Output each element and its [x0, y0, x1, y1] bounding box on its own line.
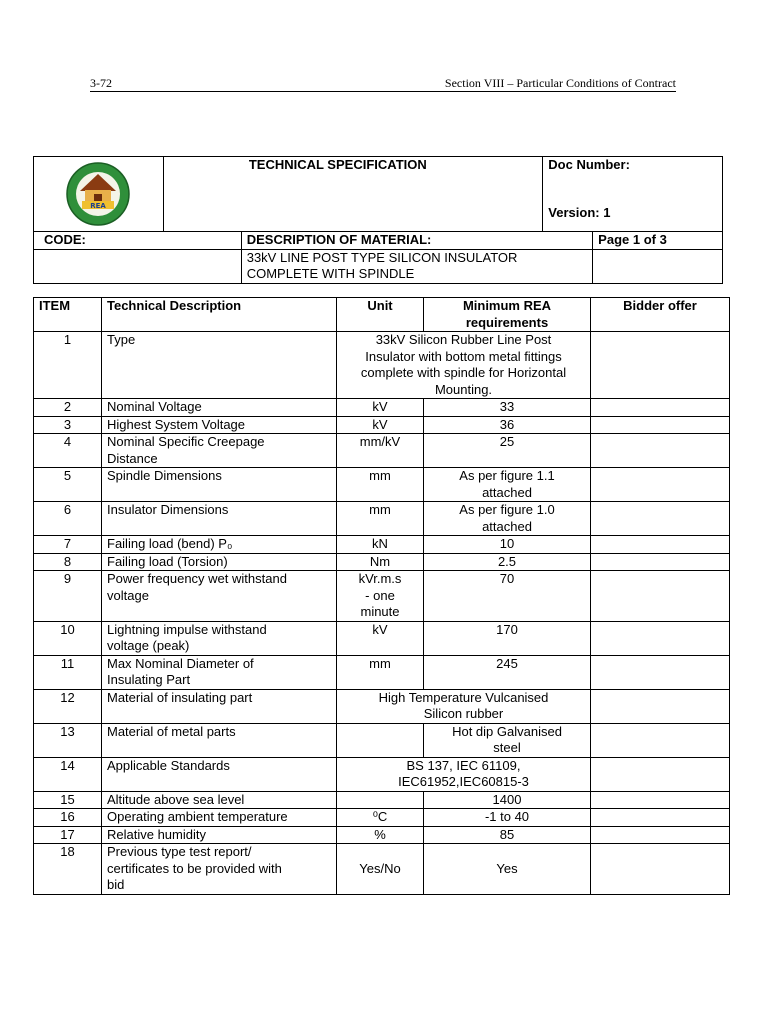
- item-number: 18: [34, 844, 102, 895]
- technical-description: [102, 844, 337, 895]
- technical-spec-table: [33, 297, 730, 895]
- unit: [337, 416, 424, 434]
- unit-line: kV: [372, 399, 388, 414]
- unit: [337, 553, 424, 571]
- bidder-offer-cell: [591, 553, 730, 571]
- minimum-requirement: [424, 536, 591, 554]
- technical-description-line: Applicable Standards: [107, 757, 230, 773]
- bidder-offer-cell: [591, 468, 730, 502]
- code-value-cell: [34, 249, 242, 283]
- merged-unit-requirement-line: Insulator with bottom metal fittings: [365, 348, 562, 364]
- minimum-requirement-line: attached: [482, 518, 532, 534]
- merged-unit-requirement-line: High Temperature Vulcanised: [378, 689, 549, 705]
- technical-description-line: Max Nominal Diameter of: [107, 655, 254, 671]
- minimum-requirement: [424, 809, 591, 827]
- bidder-offer-cell: [591, 502, 730, 536]
- technical-description: [102, 332, 337, 399]
- merged-unit-requirement: [337, 332, 591, 399]
- header-min-requirements: [424, 298, 591, 332]
- technical-description: [102, 502, 337, 536]
- technical-description-line: certificates to be provided with: [107, 860, 282, 876]
- unit-line: kN: [372, 536, 388, 551]
- technical-description-line: Altitude above sea level: [107, 791, 245, 807]
- item-number: 10: [34, 621, 102, 655]
- merged-unit-requirement-line: Silicon rubber: [423, 706, 504, 721]
- description-line-2: COMPLETE WITH SPINDLE: [246, 266, 415, 281]
- merged-unit-requirement-line: Mounting.: [434, 381, 493, 397]
- unit: [337, 723, 424, 757]
- table-row: [34, 553, 730, 571]
- minimum-requirement-line: steel: [493, 740, 521, 755]
- minimum-requirement-line: 1400: [492, 791, 522, 807]
- bidder-offer-cell: [591, 844, 730, 895]
- unit: [337, 621, 424, 655]
- technical-description: [102, 655, 337, 689]
- minimum-requirement-line: 25: [499, 434, 515, 449]
- page-number: 3-72: [90, 76, 112, 90]
- bidder-offer-cell: [591, 434, 730, 468]
- minimum-requirement: [424, 399, 591, 417]
- unit-line: minute: [360, 604, 400, 619]
- bidder-offer-cell: [591, 689, 730, 723]
- technical-description: [102, 809, 337, 827]
- unit-line: mm/kV: [359, 434, 401, 449]
- bidder-offer-cell: [591, 723, 730, 757]
- item-number: 5: [34, 468, 102, 502]
- minimum-requirement: [424, 826, 591, 844]
- technical-description: [102, 468, 337, 502]
- merged-unit-requirement: [337, 689, 591, 723]
- unit: [337, 399, 424, 417]
- technical-description: [102, 434, 337, 468]
- table-header-row: [34, 298, 730, 332]
- bidder-offer-cell: [591, 399, 730, 417]
- item-number: 13: [34, 723, 102, 757]
- technical-description-line: Spindle Dimensions: [107, 468, 222, 483]
- table-row: [34, 434, 730, 468]
- unit-line: kVr.m.s: [358, 571, 402, 586]
- bidder-offer-cell: [591, 809, 730, 827]
- page-header: [90, 76, 676, 92]
- technical-description-line: Previous type test report/: [107, 844, 252, 859]
- bidder-offer-cell: [591, 655, 730, 689]
- document-title: TECHNICAL SPECIFICATION: [248, 157, 427, 172]
- technical-description: [102, 621, 337, 655]
- minimum-requirement: [424, 844, 591, 895]
- doc-number-label: Doc Number:: [548, 157, 630, 172]
- technical-description-line: Nominal Voltage: [107, 399, 202, 414]
- logo-text: REA: [90, 202, 107, 210]
- bidder-offer-cell: [591, 332, 730, 399]
- technical-description-line: voltage: [107, 587, 149, 603]
- technical-description: [102, 416, 337, 434]
- technical-description: [102, 723, 337, 757]
- header-min-req-line-1: Minimum REA: [462, 298, 552, 313]
- bidder-offer-cell: [591, 791, 730, 809]
- table-row: [34, 536, 730, 554]
- technical-description-line: Insulator Dimensions: [107, 502, 229, 517]
- unit-line: kV: [372, 416, 388, 432]
- technical-description-line: Relative humidity: [107, 826, 206, 842]
- table-row: [34, 809, 730, 827]
- minimum-requirement-line: 2.5: [497, 553, 517, 569]
- header-description: Technical Description: [102, 298, 337, 332]
- bidder-offer-cell: [591, 757, 730, 791]
- minimum-requirement: [424, 502, 591, 536]
- minimum-requirement-line: As per figure 1.0: [459, 502, 555, 517]
- technical-description-line: voltage (peak): [107, 638, 190, 653]
- minimum-requirement-line: As per figure 1.1: [459, 468, 555, 483]
- table-row: [34, 826, 730, 844]
- merged-unit-requirement-line: 33kV Silicon Rubber Line Post: [375, 332, 552, 347]
- minimum-requirement-line: 85: [499, 826, 515, 842]
- bidder-offer-cell: [591, 826, 730, 844]
- minimum-requirement-line: 70: [499, 571, 515, 586]
- technical-description: [102, 791, 337, 809]
- technical-description-line: Distance: [107, 450, 158, 466]
- description-line-1: 33kV LINE POST TYPE SILICON INSULATOR: [246, 249, 518, 265]
- unit-line: - one: [365, 587, 395, 603]
- rea-logo: [34, 161, 163, 227]
- table-row: [34, 791, 730, 809]
- technical-description-line: Insulating Part: [107, 672, 191, 687]
- technical-description-line: bid: [107, 877, 125, 892]
- technical-description-line: Material of insulating part: [107, 689, 253, 705]
- item-number: 9: [34, 571, 102, 622]
- unit: [337, 536, 424, 554]
- minimum-requirement: [424, 791, 591, 809]
- item-number: 15: [34, 791, 102, 809]
- unit-line: Nm: [369, 553, 391, 569]
- technical-description-line: Material of metal parts: [107, 723, 236, 739]
- unit-line: Yes/No: [359, 860, 401, 876]
- unit-line: ⁰C: [372, 809, 388, 824]
- header-bidder-offer: Bidder offer: [591, 298, 730, 332]
- unit: [337, 655, 424, 689]
- description-value-cell: [241, 249, 592, 283]
- item-number: 16: [34, 809, 102, 827]
- minimum-requirement-line: Hot dip Galvanised: [452, 723, 562, 739]
- unit-line: mm: [369, 502, 391, 517]
- table-row: [34, 468, 730, 502]
- technical-description-line: Lightning impulse withstand: [107, 621, 267, 637]
- doc-number-cell: [543, 157, 723, 232]
- item-number: 8: [34, 553, 102, 571]
- unit: [337, 809, 424, 827]
- item-number: 4: [34, 434, 102, 468]
- header-unit: Unit: [337, 298, 424, 332]
- item-number: 14: [34, 757, 102, 791]
- unit-line: mm: [369, 468, 391, 483]
- minimum-requirement-line: Yes: [496, 860, 518, 876]
- minimum-requirement-line: 170: [496, 621, 518, 637]
- technical-description-line: Nominal Specific Creepage: [107, 434, 265, 449]
- minimum-requirement: [424, 723, 591, 757]
- item-number: 17: [34, 826, 102, 844]
- minimum-requirement-line: 245: [496, 655, 518, 671]
- technical-description-line: Failing load (Torsion): [107, 553, 228, 569]
- header-min-req-line-2: requirements: [465, 314, 549, 330]
- bidder-offer-cell: [591, 621, 730, 655]
- unit: [337, 571, 424, 622]
- item-number: 12: [34, 689, 102, 723]
- merged-unit-requirement-line: IEC61952,IEC60815-3: [398, 774, 529, 789]
- table-row: [34, 332, 730, 399]
- table-row: [34, 416, 730, 434]
- minimum-requirement: [424, 553, 591, 571]
- table-row: [34, 621, 730, 655]
- unit: [337, 434, 424, 468]
- page-value-cell: [593, 249, 723, 283]
- minimum-requirement-line: -1 to 40: [484, 809, 530, 824]
- title-cell: [163, 157, 542, 232]
- item-number: 2: [34, 399, 102, 417]
- table-row: [34, 399, 730, 417]
- minimum-requirement-line: 10: [499, 536, 515, 551]
- technical-description-line: Highest System Voltage: [107, 416, 246, 432]
- bidder-offer-cell: [591, 536, 730, 554]
- minimum-requirement: [424, 468, 591, 502]
- table-row: [34, 689, 730, 723]
- unit: [337, 791, 424, 809]
- technical-description: [102, 571, 337, 622]
- merged-unit-requirement-line: BS 137, IEC 61109,: [406, 757, 521, 773]
- technical-description: [102, 689, 337, 723]
- minimum-requirement: [424, 655, 591, 689]
- unit-line: %: [374, 826, 386, 842]
- unit-line: kV: [372, 621, 388, 637]
- technical-description: [102, 826, 337, 844]
- description-label: DESCRIPTION OF MATERIAL:: [241, 232, 592, 250]
- table-row: [34, 844, 730, 895]
- minimum-requirement: [424, 434, 591, 468]
- minimum-requirement-line: attached: [482, 484, 532, 500]
- table-row: [34, 723, 730, 757]
- unit-line: mm: [369, 655, 391, 671]
- item-number: 1: [34, 332, 102, 399]
- minimum-requirement: [424, 571, 591, 622]
- unit: [337, 844, 424, 895]
- unit: [337, 502, 424, 536]
- bidder-offer-cell: [591, 416, 730, 434]
- minimum-requirement: [424, 621, 591, 655]
- document-header-table: [33, 156, 723, 284]
- unit: [337, 826, 424, 844]
- technical-description: [102, 399, 337, 417]
- header-item: ITEM: [34, 298, 102, 332]
- merged-unit-requirement: [337, 757, 591, 791]
- item-number: 11: [34, 655, 102, 689]
- minimum-requirement: [424, 416, 591, 434]
- minimum-requirement-line: 33: [499, 399, 515, 414]
- page-label: Page 1 of 3: [593, 232, 723, 250]
- technical-description-line: Failing load (bend) P₀: [107, 536, 233, 551]
- item-number: 6: [34, 502, 102, 536]
- unit: [337, 468, 424, 502]
- code-label: CODE:: [34, 232, 242, 250]
- logo-cell: [34, 157, 164, 232]
- section-title: Section VIII – Particular Conditions of Contract: [444, 76, 676, 90]
- item-number: 7: [34, 536, 102, 554]
- item-number: 3: [34, 416, 102, 434]
- technical-description: [102, 536, 337, 554]
- table-row: [34, 502, 730, 536]
- technical-description-line: Type: [107, 332, 136, 347]
- table-row: [34, 757, 730, 791]
- technical-description-line: Operating ambient temperature: [107, 809, 288, 824]
- merged-unit-requirement-line: complete with spindle for Horizontal: [360, 365, 567, 380]
- version-label: Version: 1: [548, 204, 611, 220]
- bidder-offer-cell: [591, 571, 730, 622]
- minimum-requirement-line: 36: [499, 416, 515, 432]
- technical-description: [102, 553, 337, 571]
- technical-description-line: Power frequency wet withstand: [107, 571, 287, 586]
- table-row: [34, 571, 730, 622]
- technical-description: [102, 757, 337, 791]
- table-row: [34, 655, 730, 689]
